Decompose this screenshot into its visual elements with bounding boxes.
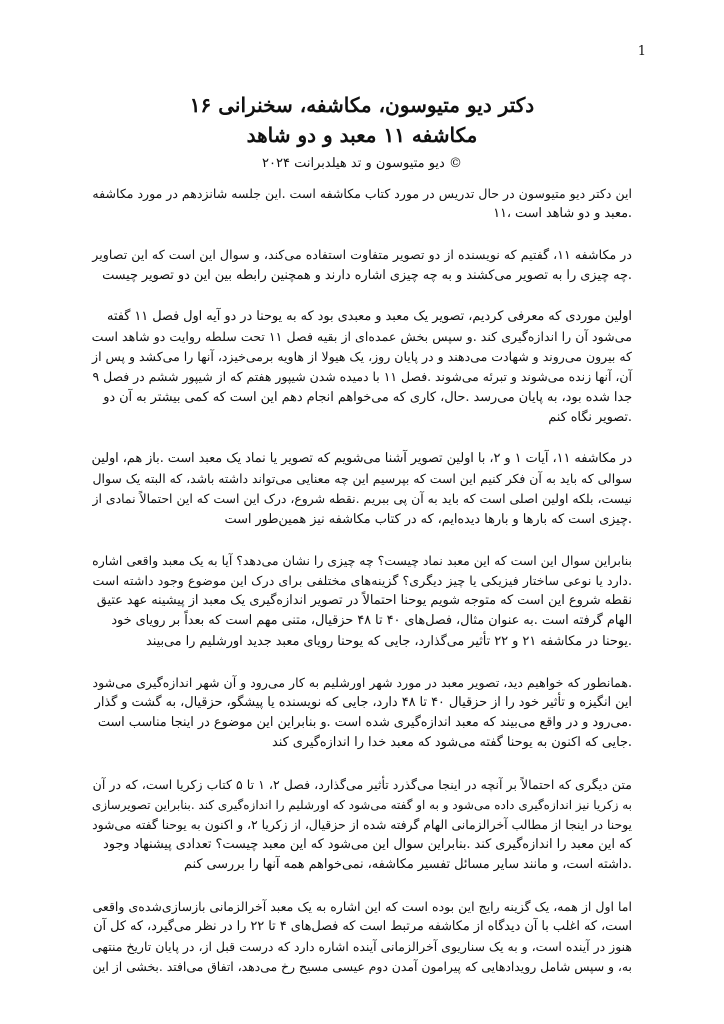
paragraph-line: متن دیگری که احتمالاً بر آنچه در اینجا می‌گذرد تأثیر می‌گذارد، فصل ۲، ۱ تا ۵ کتاب زکریا است، که در آن [92, 776, 632, 792]
paragraph-line: .معبد و دو شاهد است ،۱۱ [493, 206, 632, 222]
paragraph-line: .همانطور که خواهیم دید، تصویر معبد در مورد شهر اورشلیم به کار می‌رود و آن شهر اندازه‌گیری می‌شود [92, 674, 632, 690]
paragraph-line: .داشته است، و مانند سایر مسائل تفسیر مکاشفه، نمی‌خواهم همه آنها را بررسی کنم [183, 857, 632, 873]
paragraph-line: بنابراین سوال این است که این معبد نماد چیست؟ چه چیزی را نشان می‌دهد؟ آیا به یک معبد واقعی اشاره [92, 552, 632, 568]
paragraph-line: یوحنا در اینجا از مطالب آخرالزمانی الهام گرفته شده از حزقیال، از زکریا ۲، و اکنون به یوحنا گفته می‌شود [92, 818, 632, 833]
paragraph-line: جدا شده بود، به پایان می‌رسد .حال، کاری که می‌خواهم انجام دهم این است که کمی بیشتر به آن دو [103, 389, 632, 405]
paragraph-line: سوالی که باید به آن فکر کنیم این است که بپرسیم این چه معنایی می‌تواند داشته باشد، که البته یک سوال [92, 471, 632, 487]
paragraph-line: است، که اغلب با آن دیدگاه از مکاشفه مرتبط است که فصل‌های ۴ تا ۲۲ را در نظر می‌گیرد، که کل آن [93, 918, 632, 934]
paragraph-line: این دکتر دیو متیوسون در حال تدریس در مورد کتاب مکاشفه است .این جلسه شانزدهم در مورد مکاشفه [92, 186, 632, 201]
paragraph-line: .دارد یا نوعی ساختار فیزیکی یا چیز دیگری؟ گزینه‌های مختلفی برای درک این موضوع وجود داشته است [92, 573, 632, 589]
paragraph-line: .چه چیزی را به تصویر می‌کشند و به چه چیزی اشاره دارند و همچنین رابطه بین این دو تصویر چیست [102, 267, 632, 283]
paragraph [92, 307, 632, 428]
paragraph-line: این انگیزه و تأثیر خود را از حزقیال ۴۰ تا ۴۸ دارد، جایی که نویسنده یا پیشگو، حزقیال، به گشت و گذار [94, 695, 632, 711]
title-line-2: مکاشفه ۱۱ معبد و دو شاهد [246, 123, 478, 147]
paragraph-line: می‌شود آن را اندازه‌گیری کند .و سپس بخش عمده‌ای از بقیه فصل ۱۱ تحت سلطه روایت دو شاهد است [91, 329, 632, 345]
paragraph-line: .یوحنا در مکاشفه ۲۱ و ۲۲ تأثیر می‌گذارد، جایی که یوحنا رویای معبد جدید اورشلیم را می‌بیند [146, 633, 632, 649]
paragraph-line: که بیرون می‌روند و شهادت می‌دهند و در پایان روز، یک هیولا از هاویه برمی‌خیزد، آنها را می‌کشد و پس از [92, 349, 632, 365]
paragraph [92, 245, 632, 285]
paragraph-line: اما اول از همه، یک گزینه رایج این بوده است که این اشاره به یک معبد آخرالزمانی بازسازی‌شده‌ی واقعی [92, 898, 632, 914]
paragraph [92, 449, 632, 530]
copyright-line: دیو متیوسون و تد هیلدبرانت ۲۰۲۴ © [262, 156, 462, 171]
paragraph [92, 897, 632, 978]
paragraph-line: هنوز در آینده است، و به یک سناریوی آخرالزمانی آینده اشاره دارد که درست قبل از، در پایان تاریخ منتهی [92, 939, 632, 955]
paragraph-line: در مکاشفه ۱۱، گفتیم که نویسنده از دو تصویر متفاوت استفاده می‌کند، و سوال این است که این تصاویر [92, 247, 632, 263]
paragraph-line: .چیزی است که بارها و بارها دیده‌ایم، که در کتاب مکاشفه نیز همین‌طور است [224, 511, 632, 527]
document-body [92, 184, 632, 999]
paragraph-line: به، و سپس شامل رویدادهایی که پیرامون آمدن دوم عیسی مسیح رخ می‌دهد، اتفاق می‌افتد .بخشی از این [92, 960, 632, 975]
paragraph [92, 184, 632, 224]
document-header [60, 90, 664, 174]
paragraph-line: .جایی که اکنون به یوحنا گفته می‌شود که معبد خدا را اندازه‌گیری کند [272, 735, 632, 751]
paragraph [92, 673, 632, 754]
paragraph-line: نیست، بلکه اولین اصلی است که باید به آن پی ببریم .نقطه شروع، درک این است که این احتمالاً نمادی از [92, 491, 632, 507]
paragraph-line: .می‌رود و در واقع می‌بیند که معبد اندازه‌گیری شده است .و بنابراین این موضوع در اینجا مناسب است [97, 715, 632, 731]
title-line-1: دکتر دیو متیوسون، مکاشفه، سخنرانی ۱۶ [189, 93, 535, 117]
paragraph-line: نقطه شروع این است که متوجه شویم یوحنا احتمالاً در تصویر اندازه‌گیری یک معبد از پیشینه عهد عتیق [96, 593, 632, 609]
paragraph-line: اولین موردی که معرفی کردیم، تصویر یک معبد و معبدی بود که به یوحنا در دو آیه اول فصل ۱۱ گفته [107, 308, 632, 324]
paragraph-line: به زکریا نیز اندازه‌گیری داده می‌شود و به او گفته می‌شود که اورشلیم را اندازه‌گیری کند .بنابراین تصویرسازی [91, 797, 632, 812]
paragraph-line: الهام گرفته است .به عنوان مثال، فصل‌های ۴۰ تا ۴۸ حزقیال، متنی مهم است که بعداً بر رویای خود [111, 613, 632, 629]
paragraph-line: در مکاشفه ۱۱، آیات ۱ و ۲، با اولین تصویر آشنا می‌شویم که تصویر یا نماد یک معبد است .باز هم، اولین [91, 451, 632, 467]
paragraph [92, 775, 632, 876]
paragraph-line: آن، آنها زنده می‌شوند و تبرئه می‌شوند .فصل ۱۱ با دمیده شدن شیپور هفتم که از شیپور ششم در فصل ۹ [92, 369, 632, 385]
page-number: 1 [637, 44, 646, 59]
paragraph-line: .تصویر نگاه کنم [548, 409, 632, 425]
paragraph-line: که این معبد را اندازه‌گیری کند .بنابراین سوال این می‌شود که این معبد چیست؟ تعدادی پیشنهاد وجود [103, 837, 632, 853]
paragraph [92, 551, 632, 652]
